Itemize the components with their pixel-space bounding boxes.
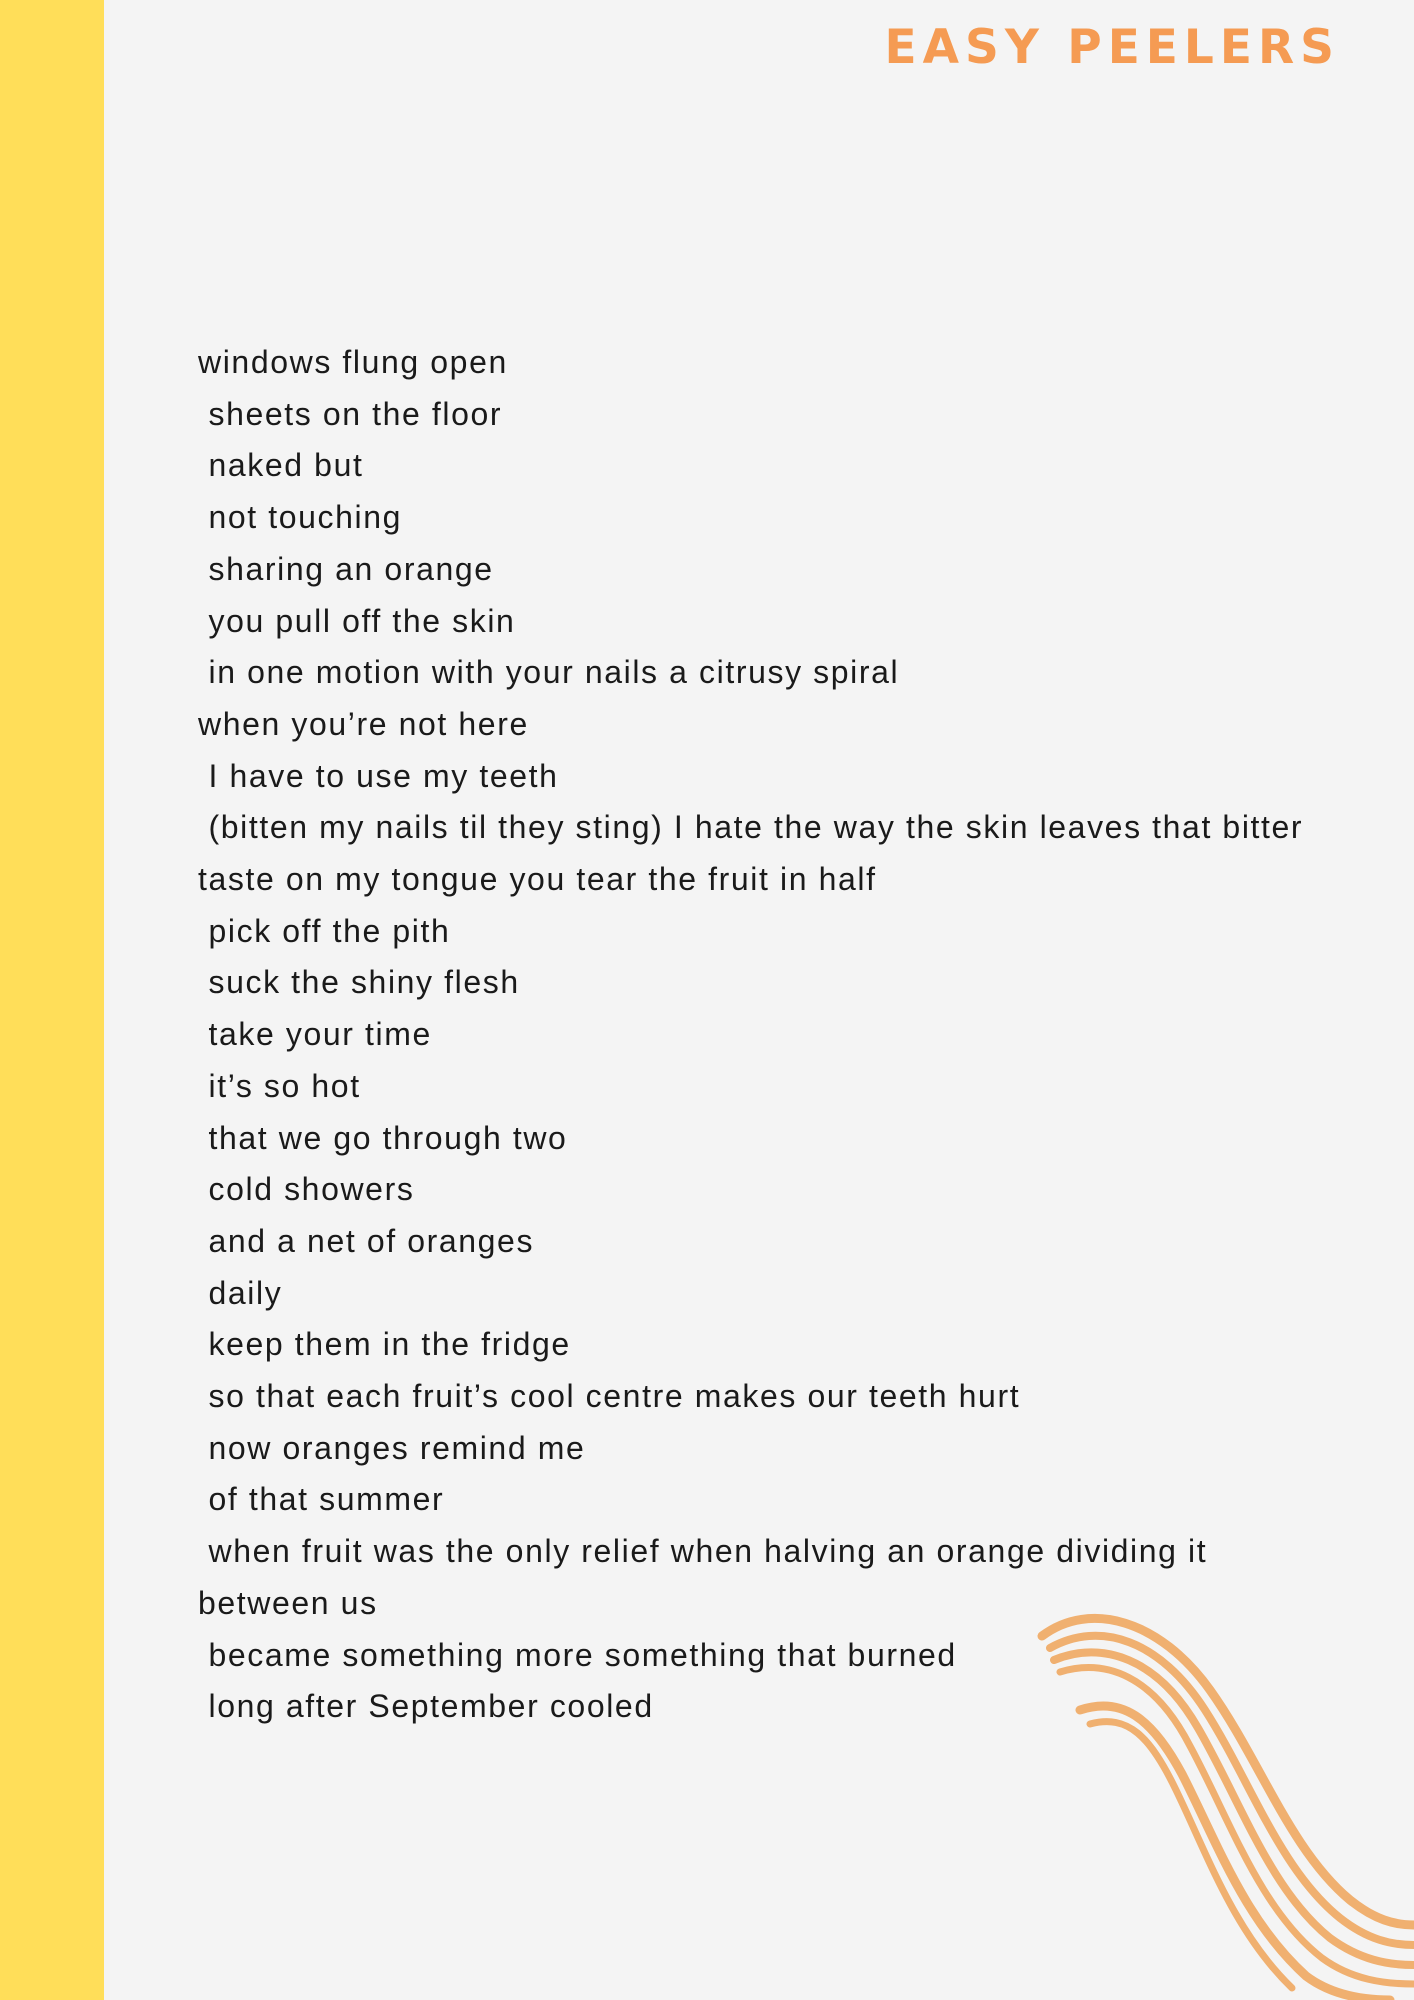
poem-line: daily [198, 1274, 283, 1311]
poem-line: I have to use my teeth [198, 757, 559, 794]
page-title: EASY PEELERS [884, 20, 1340, 75]
poem-line: suck the shiny flesh [198, 964, 520, 1001]
swirl-stroke [1054, 1652, 1414, 1965]
poem-line: that we go through two [198, 1119, 568, 1156]
poem-body [198, 337, 1328, 1733]
poem-line: (bitten my nails til they sting) I hate the way the skin leaves that bitter [198, 809, 1304, 846]
swirl-stroke [1080, 1706, 1390, 2000]
poem-line: when you’re not here [198, 705, 529, 742]
poem-line: keep them in the fridge [198, 1326, 571, 1363]
poem-line: in one motion with your nails a citrusy spiral [198, 654, 900, 691]
brush-swirl-decoration [1030, 1600, 1414, 2000]
poem-line: when fruit was the only relief when halving an orange dividing it [198, 1533, 1208, 1570]
poem-line: and a net of oranges [198, 1222, 535, 1259]
swirl-stroke [1060, 1668, 1414, 1984]
poem-line: pick off the pith [198, 912, 451, 949]
side-color-bar [0, 0, 104, 2000]
poem-line: became something more something that burned [198, 1636, 957, 1673]
poem-line: between us [198, 1584, 378, 1621]
poem-line: take your time [198, 1016, 432, 1053]
poem-line: long after September cooled [198, 1688, 654, 1725]
poem-line: sheets on the floor [198, 395, 503, 432]
poem-line: so that each fruit’s cool centre makes our teeth hurt [198, 1378, 1021, 1415]
poem-line: cold showers [198, 1171, 415, 1208]
poem-line: of that summer [198, 1481, 445, 1518]
swirl-stroke [1042, 1618, 1414, 1925]
poem-line: windows flung open [198, 344, 508, 380]
poem-line: you pull off the skin [198, 602, 516, 639]
poem-line: not touching [198, 499, 403, 536]
poem-line: taste on my tongue you tear the fruit in half [198, 861, 877, 898]
poem-line: sharing an orange [198, 550, 494, 587]
poem-line: naked but [198, 447, 364, 484]
poem-line: it’s so hot [198, 1067, 361, 1104]
poem-line: now oranges remind me [198, 1429, 586, 1466]
